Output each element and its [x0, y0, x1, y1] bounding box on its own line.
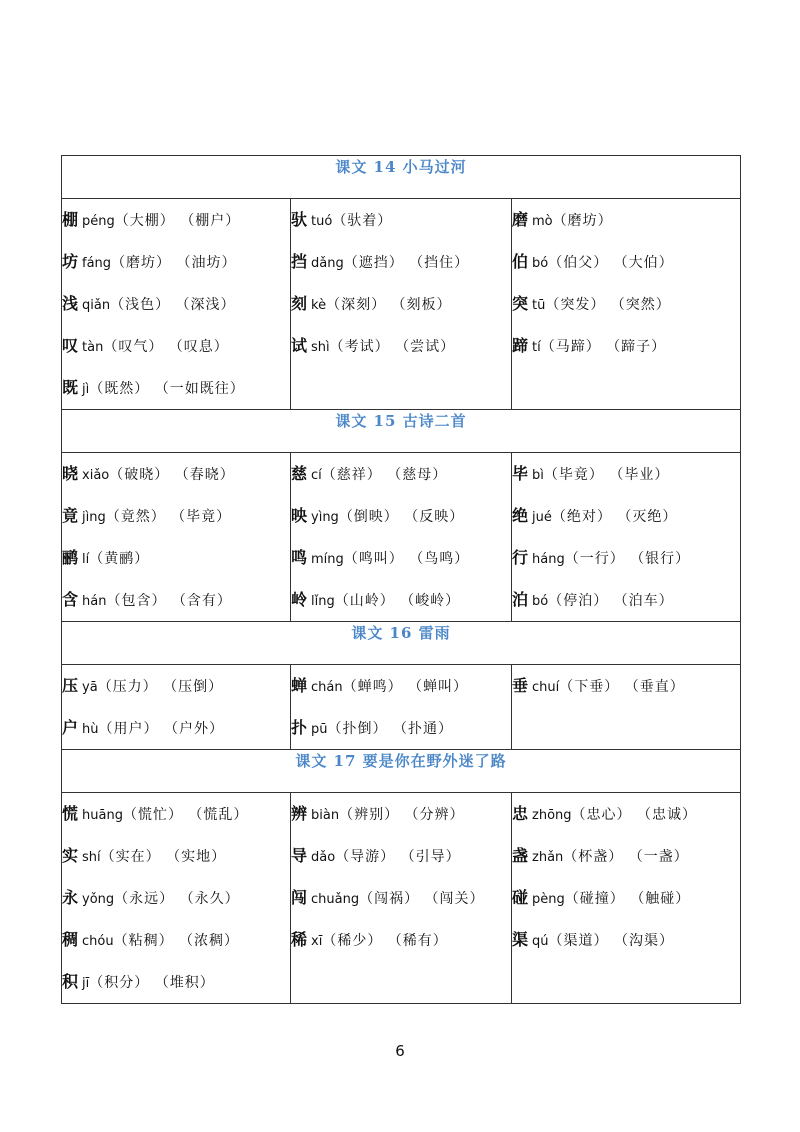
vocab-pinyin: yǒng	[82, 892, 115, 907]
vocab-entry	[291, 199, 511, 241]
vocab-pinyin: chuí	[532, 680, 560, 695]
vocab-pinyin: chóu	[82, 934, 114, 949]
vocab-pinyin: tàn	[82, 340, 104, 355]
vocab-character: 突	[512, 294, 529, 313]
entry-column	[512, 199, 741, 410]
vocab-entry	[62, 325, 290, 367]
vocab-words: （杯盏） （一盏）	[563, 849, 689, 865]
vocab-character: 导	[291, 846, 308, 865]
vocab-entry	[291, 495, 511, 537]
vocab-entry	[62, 579, 290, 621]
lesson-body-row	[62, 665, 741, 750]
vocab-words: （扑倒） （扑通）	[327, 721, 453, 737]
vocab-pinyin: qú	[532, 934, 549, 949]
vocab-entry	[291, 707, 511, 749]
vocab-character: 驮	[291, 210, 308, 229]
vocab-entry	[291, 453, 511, 495]
vocab-pinyin: dǎo	[311, 850, 336, 865]
vocab-character: 蹄	[512, 336, 529, 355]
vocab-pinyin: shì	[311, 340, 330, 355]
vocab-character: 晓	[62, 464, 79, 483]
vocab-words: （渠道） （沟渠）	[548, 933, 674, 949]
entry-column	[512, 665, 741, 750]
vocab-words: （粘稠） （浓稠）	[113, 933, 240, 949]
vocab-words: （实在） （实地）	[100, 849, 227, 865]
vocab-entry	[62, 961, 290, 1003]
lesson-body-row	[62, 199, 741, 410]
lesson-body-row	[62, 793, 741, 1004]
vocab-pinyin: pèng	[532, 892, 565, 907]
vocab-character: 慌	[62, 804, 79, 823]
vocab-pinyin: xī	[311, 934, 323, 949]
vocab-character: 刻	[291, 294, 308, 313]
vocab-words: （永远） （永久）	[114, 891, 240, 907]
vocab-character: 叹	[62, 336, 79, 355]
entry-column	[62, 665, 291, 750]
vocab-entry	[291, 835, 511, 877]
vocab-pinyin: dǎng	[311, 256, 344, 271]
vocab-pinyin: chán	[311, 680, 343, 695]
vocab-entry	[512, 495, 740, 537]
vocab-entry	[62, 199, 290, 241]
entry-column	[291, 665, 512, 750]
vocab-pinyin: zhōng	[532, 808, 572, 823]
vocab-pinyin: jì	[82, 382, 90, 397]
vocab-words: （包含） （含有）	[106, 593, 232, 609]
vocab-pinyin: lí	[82, 552, 90, 567]
vocab-words: （竟然） （毕竟）	[105, 509, 232, 525]
vocab-pinyin: yìng	[311, 510, 339, 525]
vocab-entry	[512, 537, 740, 579]
vocab-character: 户	[62, 718, 79, 737]
vocab-words: （停泊） （泊车）	[548, 593, 674, 609]
vocab-character: 绝	[512, 506, 529, 525]
vocab-entry	[291, 537, 511, 579]
vocab-character: 试	[291, 336, 308, 355]
vocab-character: 扑	[291, 718, 308, 737]
vocab-entry	[512, 453, 740, 495]
vocab-character: 辨	[291, 804, 308, 823]
vocab-words: （鸣叫） （鸟鸣）	[343, 551, 470, 567]
vocab-pinyin: zhǎn	[532, 850, 564, 865]
vocab-entry	[291, 325, 511, 367]
vocab-words: （压力） （压倒）	[97, 679, 224, 695]
entry-column	[62, 793, 291, 1004]
vocab-entry	[512, 919, 740, 961]
vocab-character: 稀	[291, 930, 308, 949]
vocab-pinyin: tuó	[311, 214, 333, 229]
vocab-entry	[291, 241, 511, 283]
vocab-words: （碰撞） （触碰）	[564, 891, 691, 907]
vocab-pinyin: péng	[82, 214, 115, 229]
vocab-words: （绝对） （灭绝）	[551, 509, 678, 525]
vocab-pinyin: hù	[82, 722, 99, 737]
vocab-pinyin: fáng	[82, 256, 112, 271]
vocab-entry	[291, 283, 511, 325]
vocab-words: （毕竟） （毕业）	[543, 467, 670, 483]
vocab-character: 稠	[62, 930, 79, 949]
lesson-header-row	[62, 410, 741, 453]
vocab-character: 既	[62, 378, 79, 397]
vocab-character: 蝉	[291, 676, 308, 695]
entry-column	[62, 199, 291, 410]
vocab-words: （破晓） （春晓）	[109, 467, 235, 483]
entry-column	[512, 453, 741, 622]
vocab-character: 盏	[512, 846, 529, 865]
vocab-words: （蝉鸣） （蝉叫）	[342, 679, 469, 695]
vocab-pinyin: xiǎo	[82, 468, 110, 483]
vocab-character: 含	[62, 590, 79, 609]
vocab-words: （辨别） （分辨）	[339, 807, 465, 823]
vocab-entry	[512, 283, 740, 325]
vocab-character: 永	[62, 888, 79, 907]
vocab-words: （驮着）	[332, 213, 393, 229]
vocab-entry	[62, 241, 290, 283]
vocab-character: 竟	[62, 506, 79, 525]
vocab-character: 挡	[291, 252, 308, 271]
vocab-entry	[291, 665, 511, 707]
vocab-pinyin: tí	[532, 340, 541, 355]
vocab-words: （稀少） （稀有）	[322, 933, 448, 949]
vocab-words: （突发） （突然）	[545, 297, 671, 313]
vocab-entry	[62, 707, 290, 749]
vocab-pinyin: pū	[311, 722, 328, 737]
vocab-character: 忠	[512, 804, 529, 823]
vocab-character: 垂	[512, 676, 529, 695]
vocab-words: （一行） （银行）	[564, 551, 691, 567]
vocab-words: （深刻） （刻板）	[326, 297, 452, 313]
vocab-character: 实	[62, 846, 79, 865]
vocab-entry	[62, 793, 290, 835]
vocab-words: （慈祥） （慈母）	[321, 467, 448, 483]
vocab-pinyin: shí	[82, 850, 101, 865]
vocab-entry	[291, 793, 511, 835]
vocab-pinyin: jué	[532, 510, 552, 525]
vocab-words: （磨坊） （油坊）	[111, 255, 237, 271]
vocab-pinyin: yā	[82, 680, 98, 695]
vocab-words: （慌忙） （慌乱）	[122, 807, 249, 823]
vocab-character: 鸣	[291, 548, 308, 567]
vocab-character: 碰	[512, 888, 529, 907]
vocab-pinyin: cí	[311, 468, 322, 483]
entry-column	[291, 453, 512, 622]
vocab-entry	[62, 453, 290, 495]
vocab-words: （既然） （一如既往）	[89, 381, 245, 397]
vocab-words: （导游） （引导）	[335, 849, 461, 865]
vocab-entry	[291, 579, 511, 621]
vocab-words: （用户） （户外）	[98, 721, 224, 737]
vocab-pinyin: biàn	[311, 808, 340, 823]
vocab-pinyin: bó	[532, 256, 549, 271]
vocab-entry	[62, 835, 290, 877]
vocab-character: 压	[62, 676, 79, 695]
lesson-title: 课文 15 古诗二首	[62, 410, 741, 453]
entry-column	[291, 199, 512, 410]
vocab-words: （大棚） （棚户）	[114, 213, 241, 229]
vocab-pinyin: chuǎng	[311, 892, 360, 907]
entry-column	[291, 793, 512, 1004]
vocab-entry	[512, 665, 740, 707]
lesson-title: 课文 16 雷雨	[62, 622, 741, 665]
vocab-pinyin: lǐng	[311, 594, 335, 609]
vocab-character: 行	[512, 548, 529, 567]
lesson-header-row	[62, 622, 741, 665]
vocab-character: 坊	[62, 252, 79, 271]
vocab-entry	[512, 325, 740, 367]
vocab-character: 映	[291, 506, 308, 525]
page-number: 6	[395, 1042, 405, 1060]
vocab-entry	[512, 835, 740, 877]
vocabulary-table-body	[62, 156, 741, 1004]
vocab-words: （磨坊）	[552, 213, 613, 229]
vocab-character: 泊	[512, 590, 529, 609]
entry-column	[512, 793, 741, 1004]
vocab-pinyin: hán	[82, 594, 107, 609]
vocab-entry	[512, 199, 740, 241]
vocab-character: 闯	[291, 888, 308, 907]
vocab-pinyin: mò	[532, 214, 553, 229]
vocab-character: 浅	[62, 294, 79, 313]
vocab-pinyin: háng	[532, 552, 565, 567]
vocab-pinyin: míng	[311, 552, 344, 567]
vocab-character: 棚	[62, 210, 79, 229]
vocab-words: （山岭） （峻岭）	[334, 593, 461, 609]
vocab-words: （马蹄） （蹄子）	[540, 339, 667, 355]
vocab-entry	[62, 367, 290, 409]
vocab-character: 伯	[512, 252, 529, 271]
vocab-character: 毕	[512, 464, 529, 483]
vocab-character: 慈	[291, 464, 308, 483]
entry-column	[62, 453, 291, 622]
vocab-entry	[512, 877, 740, 919]
lesson-title: 课文 14 小马过河	[62, 156, 741, 199]
vocab-words: （伯父） （大伯）	[548, 255, 674, 271]
vocab-words: （闯祸） （闯关）	[359, 891, 485, 907]
vocab-entry	[62, 919, 290, 961]
vocab-words: （积分） （堆积）	[89, 975, 215, 991]
vocab-words: （浅色） （深浅）	[110, 297, 236, 313]
vocab-entry	[62, 495, 290, 537]
vocab-pinyin: huāng	[82, 808, 123, 823]
vocab-character: 磨	[512, 210, 529, 229]
vocab-pinyin: qiǎn	[82, 298, 111, 313]
lesson-header-row	[62, 750, 741, 793]
vocab-pinyin: jìng	[82, 510, 106, 525]
vocab-entry	[62, 665, 290, 707]
vocab-words: （倒映） （反映）	[338, 509, 465, 525]
vocab-pinyin: tū	[532, 298, 546, 313]
vocab-entry	[62, 283, 290, 325]
vocab-words: （叹气） （叹息）	[103, 339, 229, 355]
vocabulary-table	[61, 155, 741, 1004]
vocab-entry	[291, 877, 511, 919]
vocab-pinyin: jī	[82, 976, 90, 991]
vocab-words: （下垂） （垂直）	[559, 679, 685, 695]
vocab-pinyin: bì	[532, 468, 544, 483]
vocab-entry	[512, 793, 740, 835]
vocab-words: （遮挡） （挡住）	[343, 255, 470, 271]
vocab-pinyin: kè	[311, 298, 327, 313]
vocab-pinyin: bó	[532, 594, 549, 609]
vocab-entry	[512, 241, 740, 283]
vocab-character: 岭	[291, 590, 308, 609]
vocab-words: （考试） （尝试）	[329, 339, 456, 355]
vocab-character: 鹂	[62, 548, 79, 567]
vocab-entry	[62, 877, 290, 919]
lesson-body-row	[62, 453, 741, 622]
vocab-words: （黄鹂）	[89, 551, 150, 567]
vocab-entry	[62, 537, 290, 579]
vocab-words: （忠心） （忠诚）	[571, 807, 697, 823]
vocab-entry	[512, 579, 740, 621]
vocab-entry	[291, 919, 511, 961]
vocab-character: 渠	[512, 930, 529, 949]
lesson-header-row	[62, 156, 741, 199]
vocab-character: 积	[62, 972, 79, 991]
lesson-title: 课文 17 要是你在野外迷了路	[62, 750, 741, 793]
